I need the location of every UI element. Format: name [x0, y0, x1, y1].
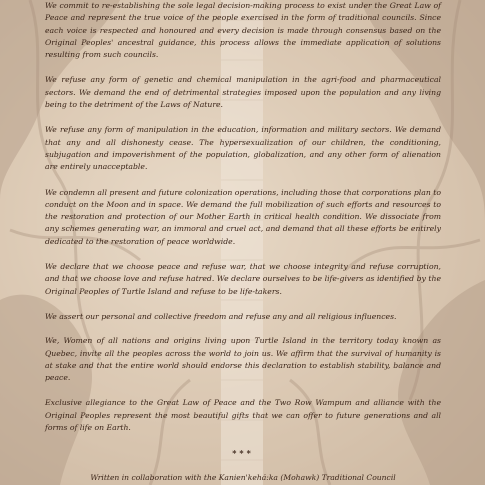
paragraph-councils: We commit to re-establishing the sole legal decision-making process to exist under the Great Law of Peace and represent the true voice of the people exercised in the form of traditional councils. Since each voice is respected and honoured and every decision is made through consensus based on the Original Peoples' ancestral guidance, this process allows the immediate application of solutions resulting from such councils. [45, 1, 441, 60]
declaration-text [45, 0, 441, 485]
paragraph-education-manipulation: We refuse any form of manipulation in the education, information and military sectors. We demand that any and all dishonesty cease. The hypersexualization of our children, the conditioning, subjugation and impoverishment of the population, globalization, and any other form of alienation are entirely unacceptable. [45, 125, 441, 172]
paragraph-invitation: We, Women of all nations and origins living upon Turtle Island in the territory today known as Quebec, invite all the peoples across the world to join us. We affirm that the survival of humanity is at stake and that the entire world should endorse this declaration to establish stability, balance and peace. [45, 336, 441, 383]
paragraph-allegiance: Exclusive allegiance to the Great Law of Peace and the Two Row Wampum and alliance with the Original Peoples represent the most beautiful gifts that we can offer to future generations and all forms of life on Earth. [45, 398, 441, 433]
paragraph-freedom: We assert our personal and collective freedom and refuse any and all religious influences. [45, 311, 397, 321]
section-separator: *** [232, 448, 254, 459]
paragraph-genetic-manipulation: We refuse any form of genetic and chemical manipulation in the agri-food and pharmaceutical sectors. We demand the end of detrimental strategies imposed upon the population and any living being to the detriment of the Laws of Nature. [45, 75, 441, 110]
credit-line: Written in collaboration with the Kanien'kehá:ka (Mohawk) Traditional Council [90, 472, 396, 482]
paragraph-colonization: We condemn all present and future colonization operations, including those that corporations plan to conduct on the Moon and in space. We demand the full mobilization of such efforts and resources to the restoration and protection of our Mother Earth in critical health condition. We dissociate from any schemes generating war, an immoral and cruel act, and demand that all these efforts be entirely dedicated to the restoration of peace worldwide. [45, 187, 441, 246]
paragraph-peace-declaration: We declare that we choose peace and refuse war, that we choose integrity and refuse corruption, and that we choose love and refuse hatred. We declare ourselves to be life-givers as identified by the Original Peoples of Turtle Island and refuse to be life-takers. [45, 262, 441, 296]
